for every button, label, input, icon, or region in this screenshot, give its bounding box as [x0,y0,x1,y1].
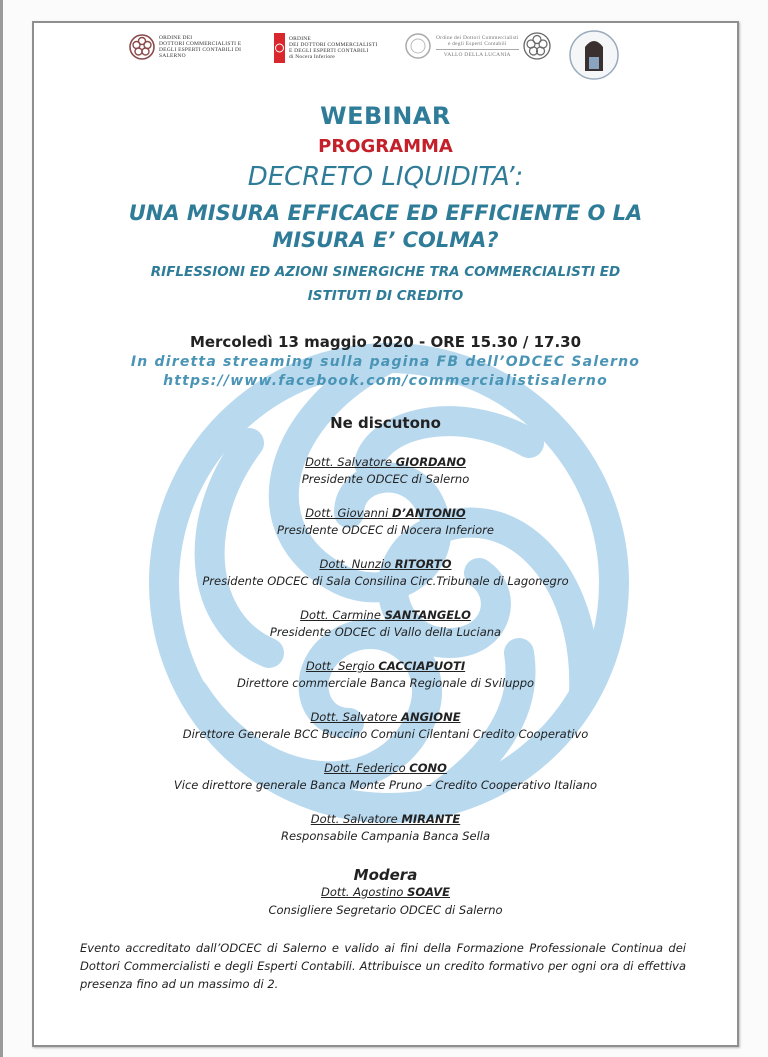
speaker-item [34,811,737,862]
programma-label: PROGRAMMA [318,136,453,157]
speaker-item [34,556,737,607]
rosette-icon [128,33,156,61]
logo-text: E DEGLI ESPERTI CONTABILI [289,48,369,54]
logo-bar [34,29,737,89]
speaker-name [34,760,737,777]
seal-icon [404,31,432,61]
streaming-info [34,353,737,391]
moderator-role: Consigliere Segretario ODCEC di Salerno [268,903,503,917]
logo-text: DEGLI ESPERTI CONTABILI DI [159,47,242,53]
speaker-surname: D’ANTONIO [391,506,466,520]
panel-heading: Ne discutono [330,414,441,432]
speaker-surname: SANTANGELO [384,608,471,622]
speaker-role: Presidente ODCEC di Sala Consilina Circ.Tribunale di Lagonegro [202,574,569,588]
red-bar-icon [274,33,286,63]
speaker-role: Vice direttore generale Banca Monte Pruno – Credito Cooperativo Italiano [173,778,598,792]
speaker-item [34,760,737,811]
speaker-surname: CONO [409,761,447,775]
odcec-nocera-logo [274,33,378,63]
speaker-item [34,607,737,658]
speaker-item [34,709,737,760]
event-title: DECRETO LIQUIDITA’: [247,162,524,192]
arch-seal-icon [568,29,620,81]
speaker-first-name: Dott. Salvatore [310,710,402,724]
rosette-icon [522,31,552,61]
logo-text: e degli Esperti Contabili [447,40,507,47]
speaker-first-name: Dott. Federico [324,761,410,775]
logo-text: DOTTORI COMMERCIALISTI E [159,41,242,47]
subtitle-line: RIFLESSIONI ED AZIONI SINERGICHE TRA COMMERCIALISTI ED [150,264,621,280]
accreditation-note: Evento accreditato dall’ODCEC di Salerno e valido ai fini della Formazione Professionale Continua dei Dottori Commercialisti e degli Esperti Contabili. Attribuisce un credito formativo per ogni ora di effettiva presenza fino ad un massimo di 2. [80,941,686,991]
speaker-role: Presidente ODCEC di Vallo della Luciana [269,625,502,639]
speaker-first-name: Dott. Sergio [305,659,379,673]
logo-text: ORDINE DEI [159,35,193,41]
logo-text: di Nocera Inferiore [289,54,335,60]
speaker-name [34,658,737,675]
event-subtitle [34,260,737,308]
speaker-role: Direttore Generale BCC Buccino Comuni Cilentani Credito Cooperativo [182,727,589,741]
speaker-name [34,505,737,522]
logo-text: DEI DOTTORI COMMERCIALISTI [289,42,378,48]
event-date-time: Mercoledì 13 maggio 2020 - ORE 15.30 / 17.30 [189,333,582,351]
speaker-item [34,505,737,556]
event-title-question [34,200,737,254]
speaker-first-name: Dott. Salvatore [305,455,396,469]
speaker-item [34,658,737,709]
speaker-surname: GIORDANO [395,455,466,469]
speaker-role: Direttore commerciale Banca Regionale di Sviluppo [236,676,535,690]
speaker-surname: MIRANTE [401,812,461,826]
flyer-page [32,21,739,1047]
speaker-surname: CACCIAPUOTI [378,659,466,673]
speaker-first-name: Dott. Salvatore [310,812,402,826]
odcec-salerno-logo [128,33,241,61]
speaker-first-name: Dott. Nunzio [319,557,395,571]
logo-text: VALLO DELLA LUCANIA [436,49,519,58]
page-left-edge [0,0,3,1057]
logo-text: ORDINE [289,36,311,42]
moderator-heading: Modera [353,866,418,884]
moderator-surname: SOAVE [407,885,451,899]
subtitle-line: ISTITUTI DI CREDITO [307,288,464,304]
speaker-role: Responsabile Campania Banca Sella [280,829,491,843]
speaker-name [34,709,737,726]
title-line: UNA MISURA EFFICACE ED EFFICIENTE O LA [128,201,643,225]
logo-text: SALERNO [159,53,186,59]
title-line: MISURA E’ COLMA? [272,228,499,252]
odcec-vallo-logo [404,31,552,61]
speaker-first-name: Dott. Carmine [300,608,385,622]
speaker-name [34,811,737,828]
speaker-surname: RITORTO [394,557,452,571]
speaker-item [34,454,737,505]
speaker-role: Presidente ODCEC di Nocera Inferiore [277,523,494,537]
logo-text: Ordine dei Dottori Commercialisti [436,34,519,41]
webinar-label: WEBINAR [320,102,451,130]
moderator-first-name: Dott. Agostino [320,885,408,899]
speaker-first-name: Dott. Giovanni [305,506,392,520]
sala-consilina-logo [568,29,620,81]
speaker-name [34,607,737,624]
speaker-surname: ANGIONE [401,710,461,724]
streaming-text: In diretta streaming sulla pagina FB dell’ODCEC Salerno [130,354,641,370]
moderator-name [34,885,737,899]
speaker-name [34,454,737,471]
speaker-list [34,454,737,862]
facebook-link[interactable]: https://www.facebook.com/commercialistisalerno [163,373,608,389]
speaker-name [34,556,737,573]
speaker-role: Presidente ODCEC di Salerno [301,472,470,486]
